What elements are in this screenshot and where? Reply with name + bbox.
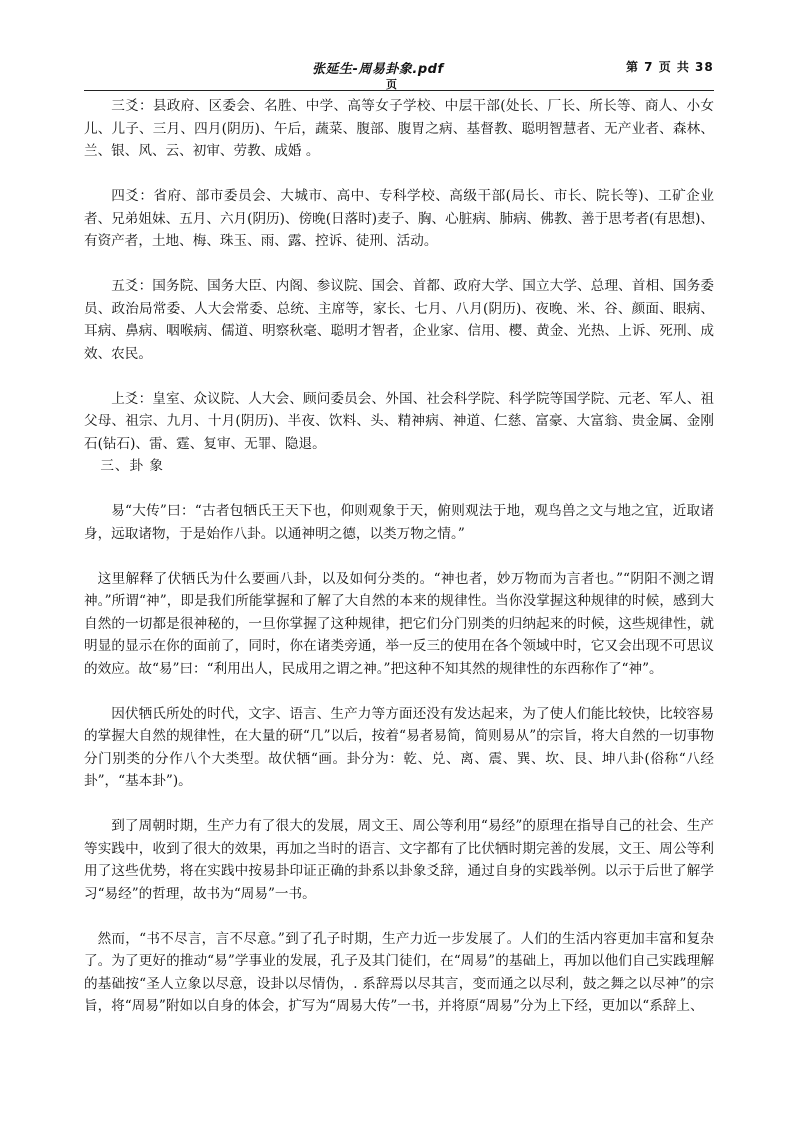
page-body <box>84 95 714 1018</box>
paragraph-da-zhuan-quote: 易“大传”曰：“古者包牺氏王天下也，仰则观象于天，俯则观法于地，观鸟兽之文与地之宜，近取诸身，远取诸物，于是始作八卦。以通神明之德，以类万物之情。” <box>84 503 714 542</box>
header-divider <box>84 90 714 91</box>
paragraph-zhou-dynasty: 到了周朝时期，生产力有了很大的发展，周文王、周公等利用“易经”的原理在指导自己的社会、生产等实践中，收到了很大的效果，再加之当时的语言、文字都有了比伏牺时期完善的发展，文王、周公等利用了这些优势，将在实践中按易卦印证正确的卦系以卦象爻辞，通过自身的实践举例。以示于后世了解学习“易经”的哲理，故书为“周易”一书。 <box>84 818 714 902</box>
section-heading: 三、卦 象 <box>100 458 165 474</box>
paragraph-si-yao: 四爻：省府、部市委员会、大城市、高中、专科学校、高级干部(局长、市长、院长等)、工矿企业者、兄弟姐妹、五月、六月(阴历)、傍晚(日落时)麦子、胸、心脏病、肺病、佛教、善于思考者(有思想)、有资产者，土地、梅、珠玉、雨、露、控诉、徒刑、活动。 <box>84 188 714 249</box>
paragraph-wu-yao: 五爻：国务院、国务大臣、内阁、参议院、国会、首都、政府大学、国立大学、总理、首相、国务委员、政治局常委、人大会常委、总统、主席等，家长、七月、八月(阴历)、夜晚、米、谷、颜面、眼病、耳病、鼻病、咽喉病、儒道、明察秋毫、聪明才智者，企业家、信用、樱、黄金、光热、上诉、死刑、成效、农民。 <box>84 278 714 362</box>
paragraph-confucius-era: 然而，“书不尽言，言不尽意。”到了孔子时期，生产力近一步发展了。人们的生活内容更加丰富和复杂了。为了更好的推动“易”学事业的发展，孔子及其门徒们，在“周易”的基础上，再加以他们自己实践理解的基础按“圣人立象以尽意，设卦以尽情伪，. 系辞焉以尽其言，变而通之以尽利，鼓之舞之以尽神”的宗旨，将“周易”附如以自身的体会，扩写为“周易大传”一书，并将原“周易”分为上下经，更加以“系辞上、 <box>84 930 714 1014</box>
page-header <box>0 56 793 92</box>
paragraph-shen-explanation: 这里解释了伏牺氏为什么要画八卦，以及如何分类的。“神也者，妙万物而为言者也。”“阴阳不测之谓神。”所谓“神”，即是我们所能掌握和了解了大自然的本来的规律性。当你没掌握这种规律的时候，感到大自然的一切都是很神秘的，一旦你掌握了这种规律，把它们分门别类的归纳起来的时候，这些规律性，就明显的显示在你的面前了，同时，你在诸类旁通，举一反三的使用在各个领域中时，它又会出现不可思议的效应。故“易”曰：“利用出人，民成用之谓之神。”把这种不知其然的规律性的东西称作了“神”。 <box>84 570 714 677</box>
paragraph-fuxi-era: 因伏牺氏所处的时代，文字、语言、生产力等方面还没有发达起来，为了使人们能比较快，比较容易的掌握大自然的规律性，在大量的研“几”以后，按着“易者易简，简则易从”的宗旨，将大自然的一切事物分门别类的分作八个大类型。故伏牺“画。卦分为：乾、兑、离、震、巽、坎、艮、坤八卦(俗称“八经卦”，“基本卦”)。 <box>84 705 714 789</box>
document-title: 张延生-周易卦象.pdf <box>312 62 444 77</box>
page-number-suffix: 页 <box>386 78 397 91</box>
page-number-indicator: 第 7 页 共 38 <box>626 60 714 74</box>
paragraph-san-yao: 三爻：县政府、区委会、名胜、中学、高等女子学校、中层干部(处长、厂长、所长等、商人、小女儿、儿子、三月、四月(阴历)、午后，蔬菜、腹部、腹胃之病、基督教、聪明智慧者、无产业者、森林、兰、银、风、云、初审、劳教、成婚 。 <box>84 98 714 159</box>
paragraph-shang-yao: 上爻：皇室、众议院、人大会、顾问委员会、外国、社会科学院、科学院等国学院、元老、军人、祖父母、祖宗、九月、十月(阴历)、半夜、饮料、头、精神病、神道、仁慈、富豪、大富翁、贵金属、金刚石(钻石)、雷、霆、复审、无罪、隐退。 <box>84 390 714 452</box>
